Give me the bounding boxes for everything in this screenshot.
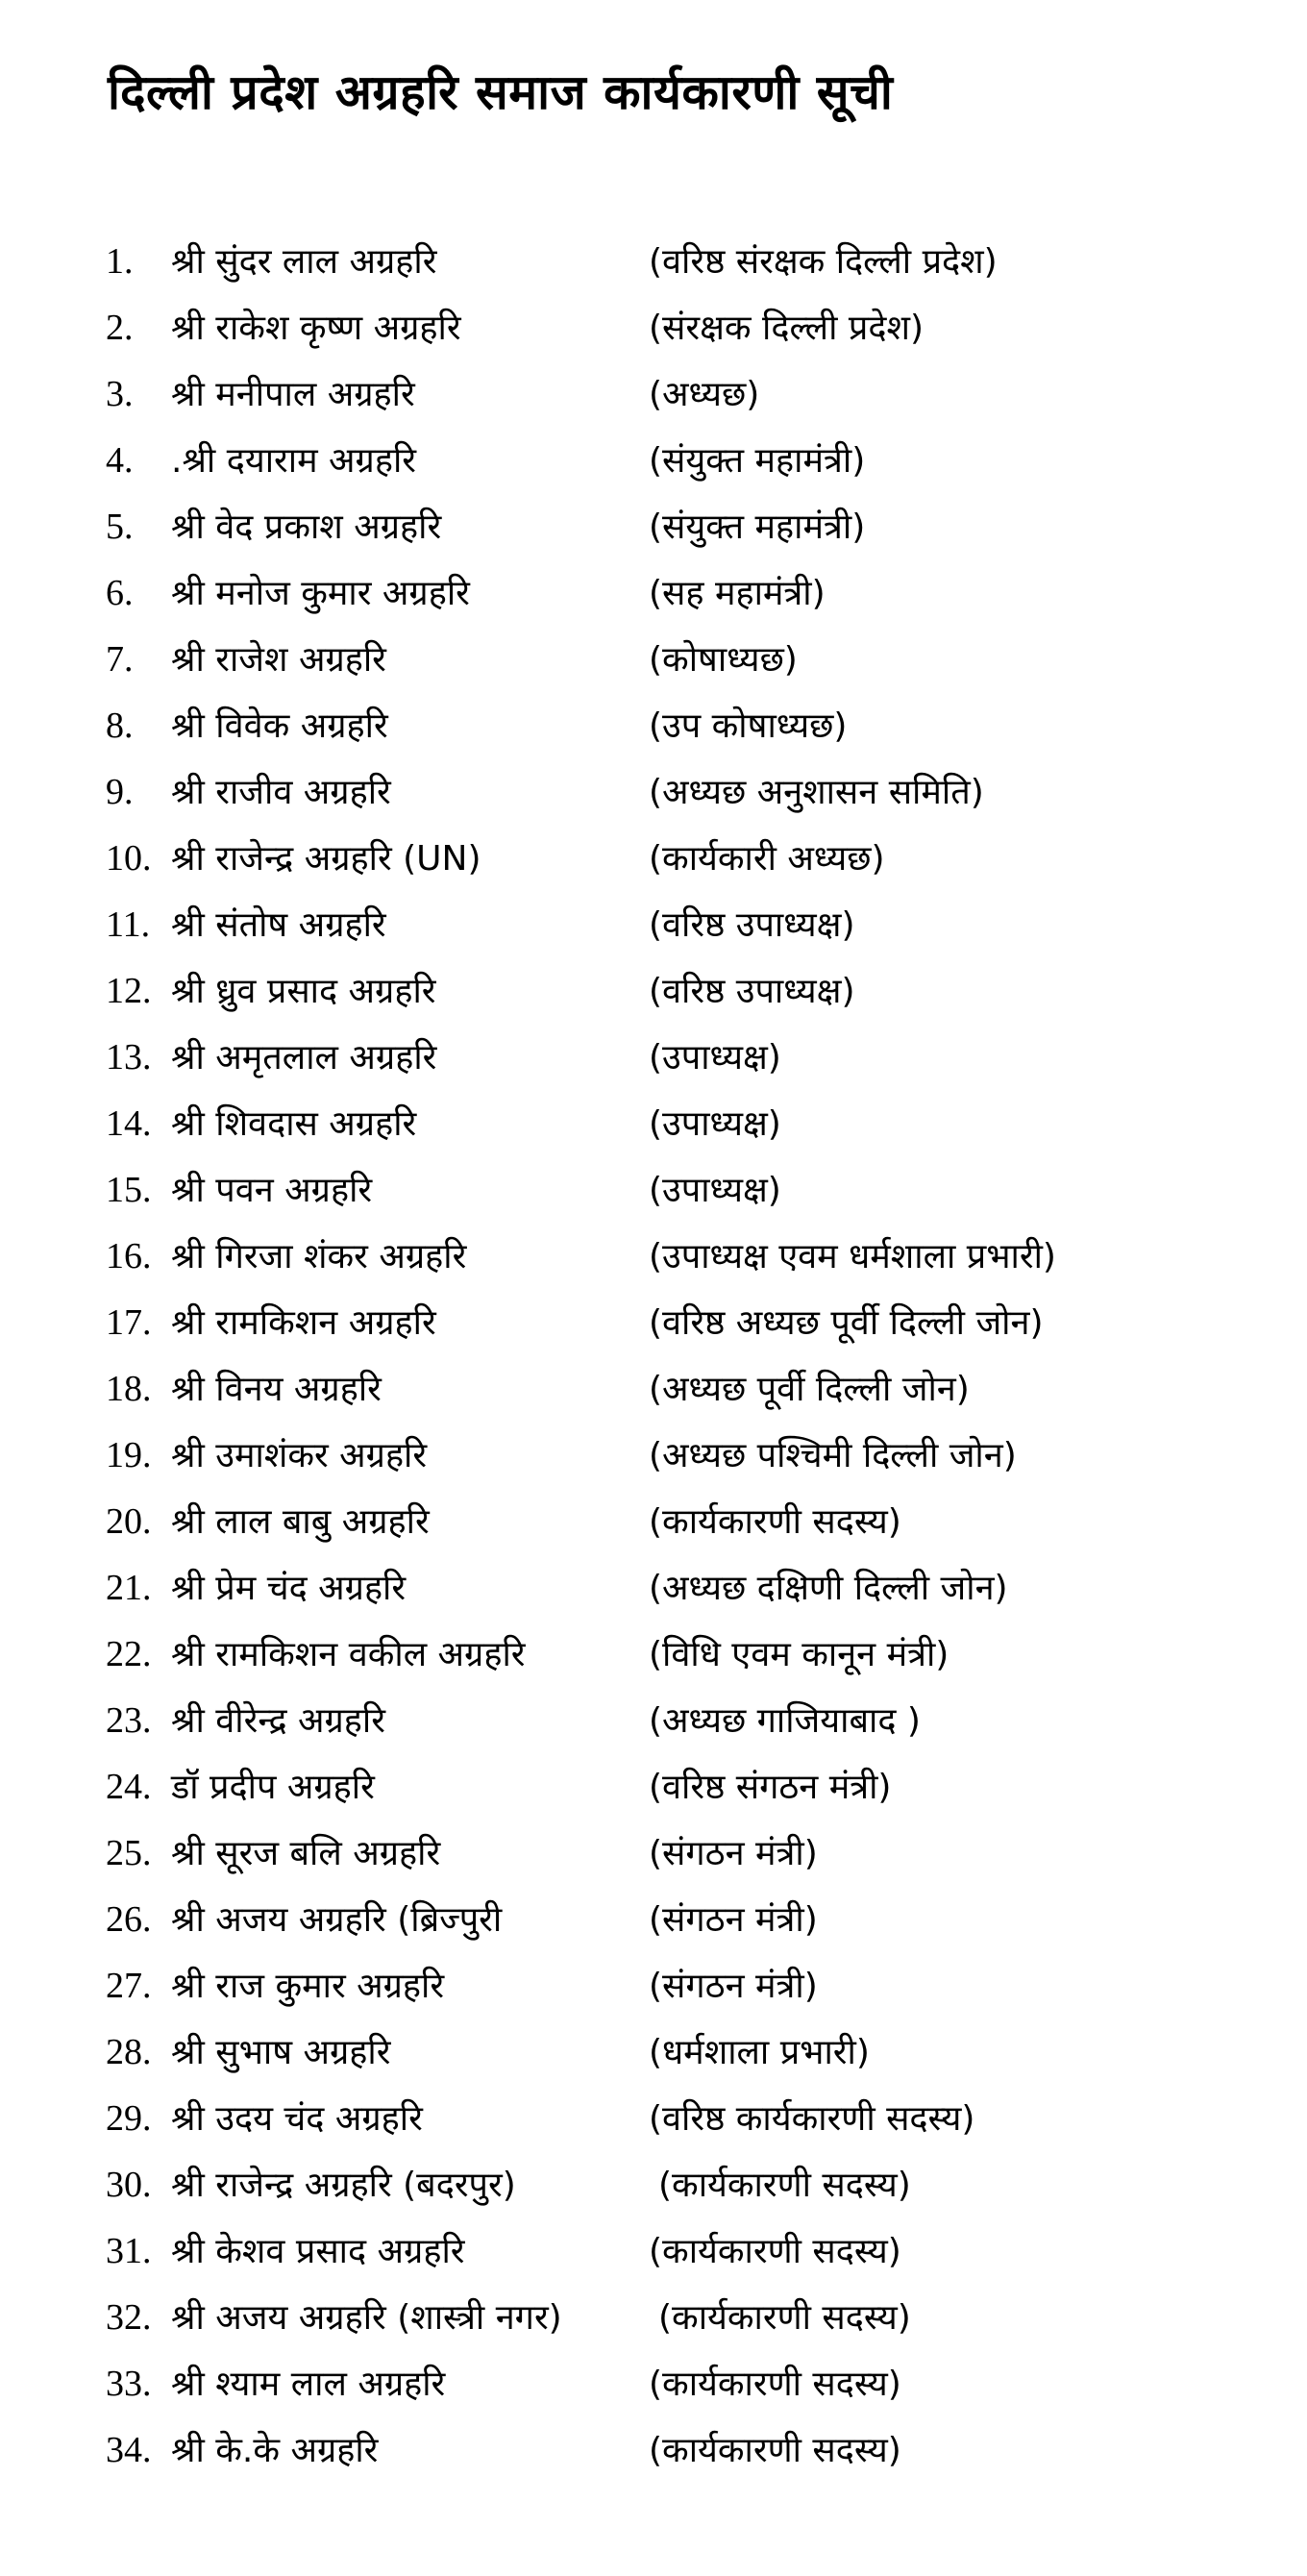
- member-list: [106, 229, 1259, 2484]
- list-item: [106, 1821, 1259, 1887]
- item-number: 15.: [106, 1170, 152, 1210]
- member-name: श्री राकेश कृष्ण अग्रहरि: [171, 309, 461, 348]
- member-role: (वरिष्ठ कार्यकारणी सदस्य): [649, 2099, 975, 2139]
- member-role: (विधि एवम कानून मंत्री): [649, 1635, 949, 1674]
- member-name: श्री ध्रुव प्रसाद अग्रहरि: [171, 972, 436, 1011]
- item-number: 2.: [106, 308, 134, 348]
- item-number: 17.: [106, 1302, 152, 1343]
- member-role: (वरिष्ठ उपाध्यक्ष): [649, 972, 855, 1011]
- member-name: श्री मनीपाल अग्रहरि: [171, 375, 415, 414]
- member-role: (कार्यकारणी सदस्य): [649, 1502, 901, 1542]
- list-item: [106, 627, 1259, 693]
- member-name: श्री अमृतलाल अग्रहरि: [171, 1038, 437, 1077]
- item-number: 11.: [106, 904, 151, 945]
- member-name: श्री राजेन्द्र अग्रहरि (बदरपुर): [171, 2166, 516, 2205]
- item-number: 9.: [106, 772, 134, 812]
- member-role: (उप कोषाध्यछ): [649, 706, 848, 746]
- member-role: (वरिष्ठ उपाध्यक्ष): [649, 905, 855, 945]
- member-name: श्री अजय अग्रहरि (शास्त्री नगर): [171, 2298, 562, 2338]
- list-item: [106, 958, 1259, 1025]
- item-number: 20.: [106, 1501, 152, 1542]
- list-item: [106, 1688, 1259, 1754]
- member-name: श्री राजेश अग्रहरि: [171, 640, 386, 680]
- member-role: (अध्यछ पूर्वी दिल्ली जोन): [649, 1370, 970, 1409]
- member-name: श्री सूरज बलि अग्रहरि: [171, 1834, 441, 1873]
- member-role: (उपाध्यक्ष): [649, 1104, 781, 1144]
- member-role: (वरिष्ठ संगठन मंत्री): [649, 1768, 892, 1807]
- list-item: [106, 1489, 1259, 1555]
- member-role: (अध्यछ पश्चिमी दिल्ली जोन): [649, 1436, 1017, 1475]
- member-name: श्री लाल बाबु अग्रहरि: [171, 1502, 430, 1542]
- item-number: 29.: [106, 2098, 152, 2139]
- item-number: 30.: [106, 2165, 152, 2205]
- list-item: [106, 759, 1259, 826]
- item-number: 19.: [106, 1435, 152, 1475]
- item-number: 25.: [106, 1833, 152, 1873]
- item-number: 1.: [106, 241, 134, 282]
- member-name: श्री रामकिशन अग्रहरि: [171, 1303, 436, 1343]
- item-number: 21.: [106, 1568, 152, 1608]
- member-role: (उपाध्यक्ष): [649, 1171, 781, 1210]
- member-name: श्री रामकिशन वकील अग्रहरि: [171, 1635, 526, 1674]
- item-number: 22.: [106, 1634, 152, 1674]
- member-role: (उपाध्यक्ष): [649, 1038, 781, 1077]
- list-item: [106, 2417, 1259, 2484]
- list-item: [106, 1754, 1259, 1821]
- member-role: (अध्यछ): [649, 375, 760, 414]
- list-item: [106, 229, 1259, 295]
- list-item: [106, 1157, 1259, 1224]
- list-item: [106, 2351, 1259, 2417]
- member-role: (कार्यकारणी सदस्य): [658, 2298, 911, 2338]
- member-name: श्री केशव प्रसाद अग्रहरि: [171, 2232, 465, 2271]
- member-role: (संगठन मंत्री): [649, 1834, 818, 1873]
- member-name: श्री प्रेम चंद अग्रहरि: [171, 1569, 407, 1608]
- item-number: 8.: [106, 706, 134, 746]
- list-item: [106, 361, 1259, 428]
- member-name: श्री राजेन्द्र अग्रहरि (UN): [171, 839, 481, 879]
- list-item: [106, 295, 1259, 361]
- list-item: [106, 1356, 1259, 1423]
- list-item: [106, 2285, 1259, 2351]
- item-number: 3.: [106, 374, 134, 414]
- item-number: 10.: [106, 838, 152, 879]
- item-number: 34.: [106, 2430, 152, 2470]
- member-name: श्री शिवदास अग्रहरि: [171, 1104, 417, 1144]
- list-item: [106, 693, 1259, 759]
- member-name: श्री उदय चंद अग्रहरि: [171, 2099, 423, 2139]
- member-name: श्री अजय अग्रहरि (ब्रिज्पुरी: [171, 1900, 503, 1940]
- item-number: 23.: [106, 1700, 152, 1741]
- item-number: 14.: [106, 1103, 152, 1144]
- list-item: [106, 1025, 1259, 1091]
- member-role: (धर्मशाला प्रभारी): [649, 2033, 870, 2072]
- member-name: श्री मनोज कुमार अग्रहरि: [171, 574, 470, 613]
- member-role: (कार्यकारणी सदस्य): [649, 2232, 901, 2271]
- member-role: (अध्यछ अनुशासन समिति): [649, 773, 984, 812]
- member-role: (वरिष्ठ अध्यछ पूर्वी दिल्ली जोन): [649, 1303, 1044, 1343]
- member-name: श्री विवेक अग्रहरि: [171, 706, 388, 746]
- list-item: [106, 826, 1259, 892]
- item-number: 18.: [106, 1369, 152, 1409]
- member-name: श्री सुभाष अग्रहरि: [171, 2033, 391, 2072]
- list-item: [106, 494, 1259, 560]
- member-role: (अध्यछ दक्षिणी दिल्ली जोन): [649, 1569, 1008, 1608]
- item-number: 31.: [106, 2231, 152, 2271]
- member-role: (उपाध्यक्ष एवम धर्मशाला प्रभारी): [649, 1237, 1056, 1276]
- item-number: 24.: [106, 1767, 152, 1807]
- member-role: (संयुक्त महामंत्री): [649, 508, 866, 547]
- list-item: [106, 1224, 1259, 1290]
- item-number: 7.: [106, 639, 134, 680]
- item-number: 12.: [106, 971, 152, 1011]
- item-number: 26.: [106, 1899, 152, 1940]
- list-item: [106, 2086, 1259, 2152]
- list-item: [106, 892, 1259, 958]
- member-name: श्री सुंदर लाल अग्रहरि: [171, 242, 437, 282]
- member-name: श्री गिरजा शंकर अग्रहरि: [171, 1237, 467, 1276]
- member-name: डॉ प्रदीप अग्रहरि: [171, 1768, 375, 1807]
- member-role: (संगठन मंत्री): [649, 1900, 818, 1940]
- item-number: 13.: [106, 1037, 152, 1077]
- page-title: दिल्ली प्रदेश अग्रहरि समाज कार्यकारणी सूची: [108, 64, 894, 120]
- member-name: श्री संतोष अग्रहरि: [171, 905, 386, 945]
- list-item: [106, 1091, 1259, 1157]
- list-item: [106, 1555, 1259, 1622]
- member-role: (कार्यकारी अध्यछ): [649, 839, 885, 879]
- item-number: 33.: [106, 2364, 152, 2404]
- member-name: श्री राजीव अग्रहरि: [171, 773, 391, 812]
- member-role: (संगठन मंत्री): [649, 1967, 818, 2006]
- member-name: श्री पवन अग्रहरि: [171, 1171, 373, 1210]
- list-item: [106, 428, 1259, 494]
- item-number: 5.: [106, 507, 134, 547]
- list-item: [106, 560, 1259, 627]
- member-role: (सह महामंत्री): [649, 574, 826, 613]
- list-item: [106, 2019, 1259, 2086]
- item-number: 4.: [106, 440, 134, 481]
- list-item: [106, 1423, 1259, 1489]
- member-role: (कार्यकारणी सदस्य): [658, 2166, 911, 2205]
- item-number: 27.: [106, 1966, 152, 2006]
- member-role: (संयुक्त महामंत्री): [649, 441, 866, 481]
- list-item: [106, 2218, 1259, 2285]
- list-item: [106, 1622, 1259, 1688]
- member-name: श्री के.के अग्रहरि: [171, 2431, 379, 2470]
- member-name: श्री श्याम लाल अग्रहरि: [171, 2365, 446, 2404]
- member-role: (संरक्षक दिल्ली प्रदेश): [649, 309, 924, 348]
- list-item: [106, 1887, 1259, 1953]
- list-item: [106, 1290, 1259, 1356]
- member-role: (अध्यछ गाजियाबाद ): [649, 1701, 921, 1741]
- list-item: [106, 2152, 1259, 2218]
- item-number: 16.: [106, 1236, 152, 1276]
- member-name: श्री राज कुमार अग्रहरि: [171, 1967, 445, 2006]
- member-role: (कार्यकारणी सदस्य): [649, 2431, 901, 2470]
- member-name: श्री वीरेन्द्र अग्रहरि: [171, 1701, 385, 1741]
- member-name: श्री उमाशंकर अग्रहरि: [171, 1436, 428, 1475]
- list-item: [106, 1953, 1259, 2019]
- member-name: श्री विनय अग्रहरि: [171, 1370, 382, 1409]
- member-name: .श्री दयाराम अग्रहरि: [171, 441, 417, 481]
- member-role: (कार्यकारणी सदस्य): [649, 2365, 901, 2404]
- member-name: श्री वेद प्रकाश अग्रहरि: [171, 508, 442, 547]
- member-role: (कोषाध्यछ): [649, 640, 798, 680]
- item-number: 28.: [106, 2032, 152, 2072]
- item-number: 32.: [106, 2297, 152, 2338]
- item-number: 6.: [106, 573, 134, 613]
- member-role: (वरिष्ठ संरक्षक दिल्ली प्रदेश): [649, 242, 998, 282]
